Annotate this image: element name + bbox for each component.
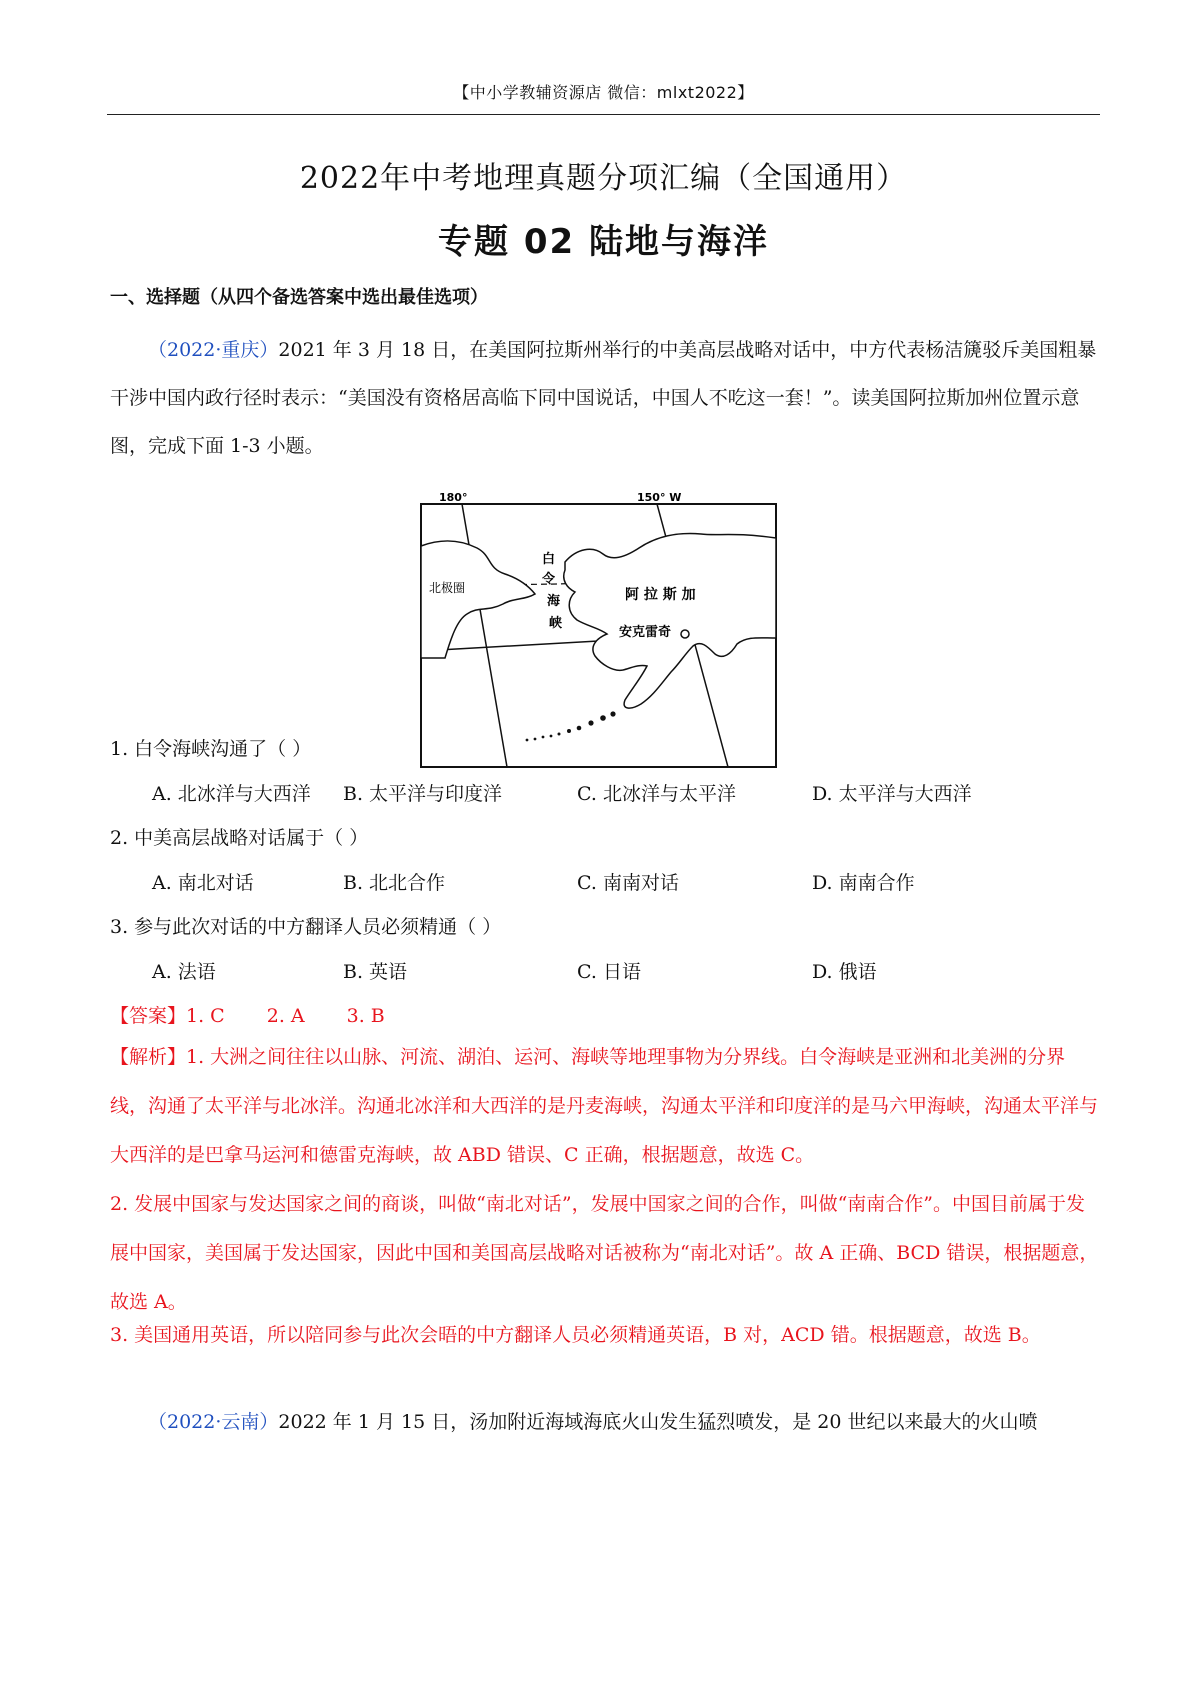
alaska-label: 阿 拉 斯 加: [625, 587, 696, 603]
q2-option-c: C. 南南对话: [577, 872, 679, 894]
q3-option-c: C. 日语: [577, 961, 641, 983]
arctic-circle-label: 北极圈: [429, 581, 466, 595]
question-3: 3. 参与此次对话的中方翻译人员必须精通（ ）: [110, 916, 502, 938]
lon-label-180: 180°: [439, 491, 468, 504]
analysis-paragraph-1: [110, 1033, 1100, 1180]
answer-line: [110, 1001, 385, 1028]
answer-2: 2. A: [266, 1005, 305, 1027]
q2-option-a: A. 南北对话: [152, 872, 254, 894]
section-heading: 一、选择题（从四个备选答案中选出最佳选项）: [110, 287, 488, 308]
strait-char-3: 海: [547, 594, 561, 609]
analysis-text-1: 1. 大洲之间往往以山脉、河流、湖泊、运河、海峡等地理事物为分界线。白令海峡是亚洲和北美洲的分界线，沟通了太平洋与北冰洋。沟通北冰洋和大西洋的是丹麦海峡，沟通太平洋和印度洋的是马六甲海峡，沟通太平洋与大西洋的是巴拿马运河和德雷克海峡，故 ABD 错误、C 正确，根据题意，故选 C。: [110, 1046, 1099, 1166]
strait-char-4: 峡: [549, 616, 563, 631]
q1-option-c: C. 北冰洋与太平洋: [577, 783, 736, 805]
q1-option-d: D. 太平洋与大西洋: [812, 783, 972, 805]
analysis-paragraph-3: 3. 美国通用英语，所以陪同参与此次会晤的中方翻译人员必须精通英语，B 对，ACD 错。根据题意，故选 B。: [110, 1324, 1041, 1346]
source-tag-2: （2022·云南）: [148, 1411, 279, 1433]
q3-option-b: B. 英语: [343, 961, 408, 983]
analysis-label: 【解析】: [110, 1046, 187, 1068]
header-rule: [107, 114, 1100, 115]
answer-3: 3. B: [346, 1005, 385, 1027]
q1-option-a: A. 北冰洋与大西洋: [152, 783, 311, 805]
answer-1: 1. C: [186, 1005, 225, 1027]
source-tag: （2022·重庆）: [148, 339, 279, 361]
q1-option-b: B. 太平洋与印度洋: [343, 783, 503, 805]
q3-option-a: A. 法语: [152, 961, 216, 983]
q2-option-d: D. 南南合作: [812, 872, 915, 894]
question-1: 1. 白令海峡沟通了（ ）: [110, 738, 312, 760]
lon-label-150w: 150° W: [637, 491, 682, 504]
q3-option-d: D. 俄语: [812, 961, 877, 983]
answer-label: 【答案】: [110, 1005, 187, 1027]
document-subtitle: 专题 02 陆地与海洋: [438, 222, 769, 262]
strait-char-1: 白: [542, 552, 556, 567]
alaska-location-map: [417, 488, 780, 771]
anchorage-label: 安克雷奇: [619, 625, 672, 640]
page-header: 【中小学教辅资源店 微信：mlxt2022】: [453, 83, 754, 102]
intro-text-2: 2022 年 1 月 15 日，汤加附近海域海底火山发生猛烈喷发，是 20 世纪以来最大的火山喷: [278, 1411, 1038, 1433]
intro-text: 2021 年 3 月 18 日，在美国阿拉斯州举行的中美高层战略对话中，中方代表杨洁篪驳斥美国粗暴干涉中国内政行径时表示：“美国没有资格居高临下同中国说话，中国人不吃这一套！”。读美国阿拉斯加州位置示意图，完成下面 1-3 小题。: [110, 339, 1097, 457]
document-title: 2022年中考地理真题分项汇编（全国通用）: [299, 161, 908, 196]
question-2: 2. 中美高层战略对话属于（ ）: [110, 827, 369, 849]
analysis-paragraph-2: 2. 发展中国家与发达国家之间的商谈，叫做“南北对话”，发展中国家之间的合作，叫做“南南合作”。中国目前属于发展中国家，美国属于发达国家，因此中国和美国高层战略对话被称为“南北对话”。故 A 正确、BCD 错误，根据题意，故选 A。: [110, 1193, 1099, 1313]
q2-option-b: B. 北北合作: [343, 872, 446, 894]
strait-char-2: 令: [542, 572, 556, 587]
intro-paragraph-1: [110, 326, 1100, 470]
intro-paragraph-2: [110, 1398, 1100, 1446]
